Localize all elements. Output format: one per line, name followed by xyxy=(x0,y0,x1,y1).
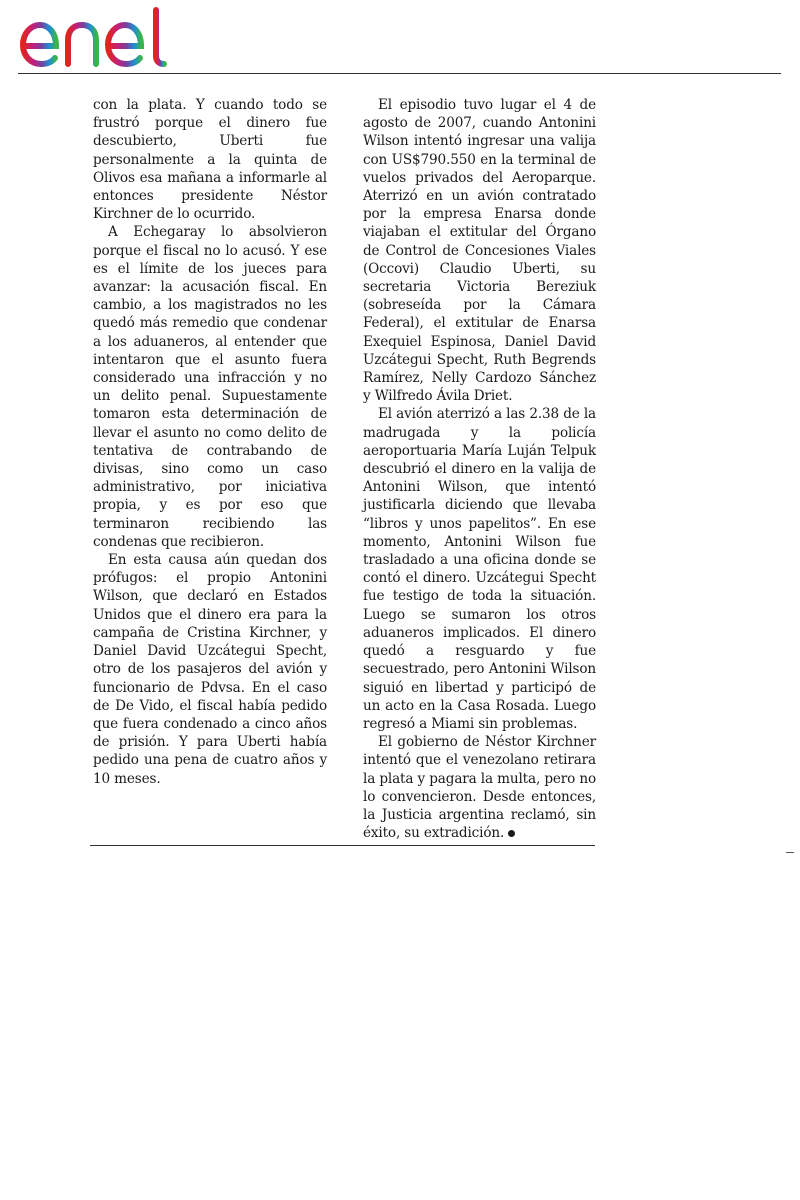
footer-divider xyxy=(90,845,595,846)
paragraph: El avión aterrizó a las 2.38 de la madrugada y la policía aeroportuaria María Luján Telpuk descubrió el dinero en la valija de Antonini Wilson, que intentó justificarla diciendo que llevaba “libros y unos papelitos”. En ese momento, Antonini Wilson fue trasladado a una oficina donde se contó el dinero. Uzcátegui Specht fue testigo de toda la situación. Luego se sumaron los otros aduaneros implicados. El dinero quedó a resguardo y fue secuestrado, pero Antonini Wilson siguió en libertad y participó de un acto en la Casa Rosada. Luego regresó a Miami sin problemas. xyxy=(363,406,596,732)
paragraph: con la plata. Y cuando todo se frustró porque el dinero fue descubierto, Uberti fue personalmente a la quinta de Olivos esa mañana a informarle al entonces presidente Néstor Kirchner de lo ocurrido. xyxy=(93,97,327,223)
article-column-right xyxy=(363,96,596,842)
end-of-article-dot-icon xyxy=(508,830,515,837)
paragraph xyxy=(363,733,596,842)
paragraph-text: El gobierno de Néstor Kirchner intentó que el venezolano retirara la plata y pagara la multa, pero no lo convencieron. Desde entonces, la Justicia argentina reclamó, sin éxito, su extradición. xyxy=(363,734,596,842)
header-divider xyxy=(18,73,781,74)
margin-tick xyxy=(786,852,794,853)
paragraph: En esta causa aún quedan dos prófugos: el propio Antonini Wilson, que declaró en Estados Unidos que el dinero era para la campaña de Cristina Kirchner, y Daniel David Uzcátegui Specht, otro de los pasajeros del avión y funcionario de Pdvsa. En el caso de De Vido, el fiscal había pedido que fuera condenado a cinco años de prisión. Y para Uberti había pedido una pena de cuatro años y 10 meses. xyxy=(93,552,327,787)
paragraph: El episodio tuvo lugar el 4 de agosto de 2007, cuando Antonini Wilson intentó ingresar una valija con US$790.550 en la terminal de vuelos privados del Aeroparque. Aterrizó en un avión contratado por la empresa Enarsa donde viajaban el extitular del Órgano de Control de Concesiones Viales (Occovi) Claudio Uberti, su secretaria Victoria Bereziuk (sobreseída por la Cámara Federal), el extitular de Enarsa Exequiel Espinosa, Daniel David Uzcátegui Specht, Ruth Begrends Ramírez, Nelly Cardozo Sánchez y Wilfredo Ávila Driet. xyxy=(363,97,596,405)
article-column-left xyxy=(93,96,327,787)
enel-logo-icon xyxy=(16,4,186,70)
enel-logo xyxy=(16,4,186,70)
paragraph: A Echegaray lo absolvieron porque el fiscal no lo acusó. Y ese es el límite de los jueces para avanzar: la acusación fiscal. En cambio, a los magistrados no les quedó más remedio que condenar a los aduaneros, al entender que intentaron que el asunto fuera considerado una infracción y no un delito penal. Supuestamente tomaron esta determinación de llevar el asunto no como delito de tentativa de contrabando de divisas, sino como un caso administrativo, por iniciativa propia, y es por eso que terminaron recibiendo las condenas que recibieron. xyxy=(93,224,327,550)
